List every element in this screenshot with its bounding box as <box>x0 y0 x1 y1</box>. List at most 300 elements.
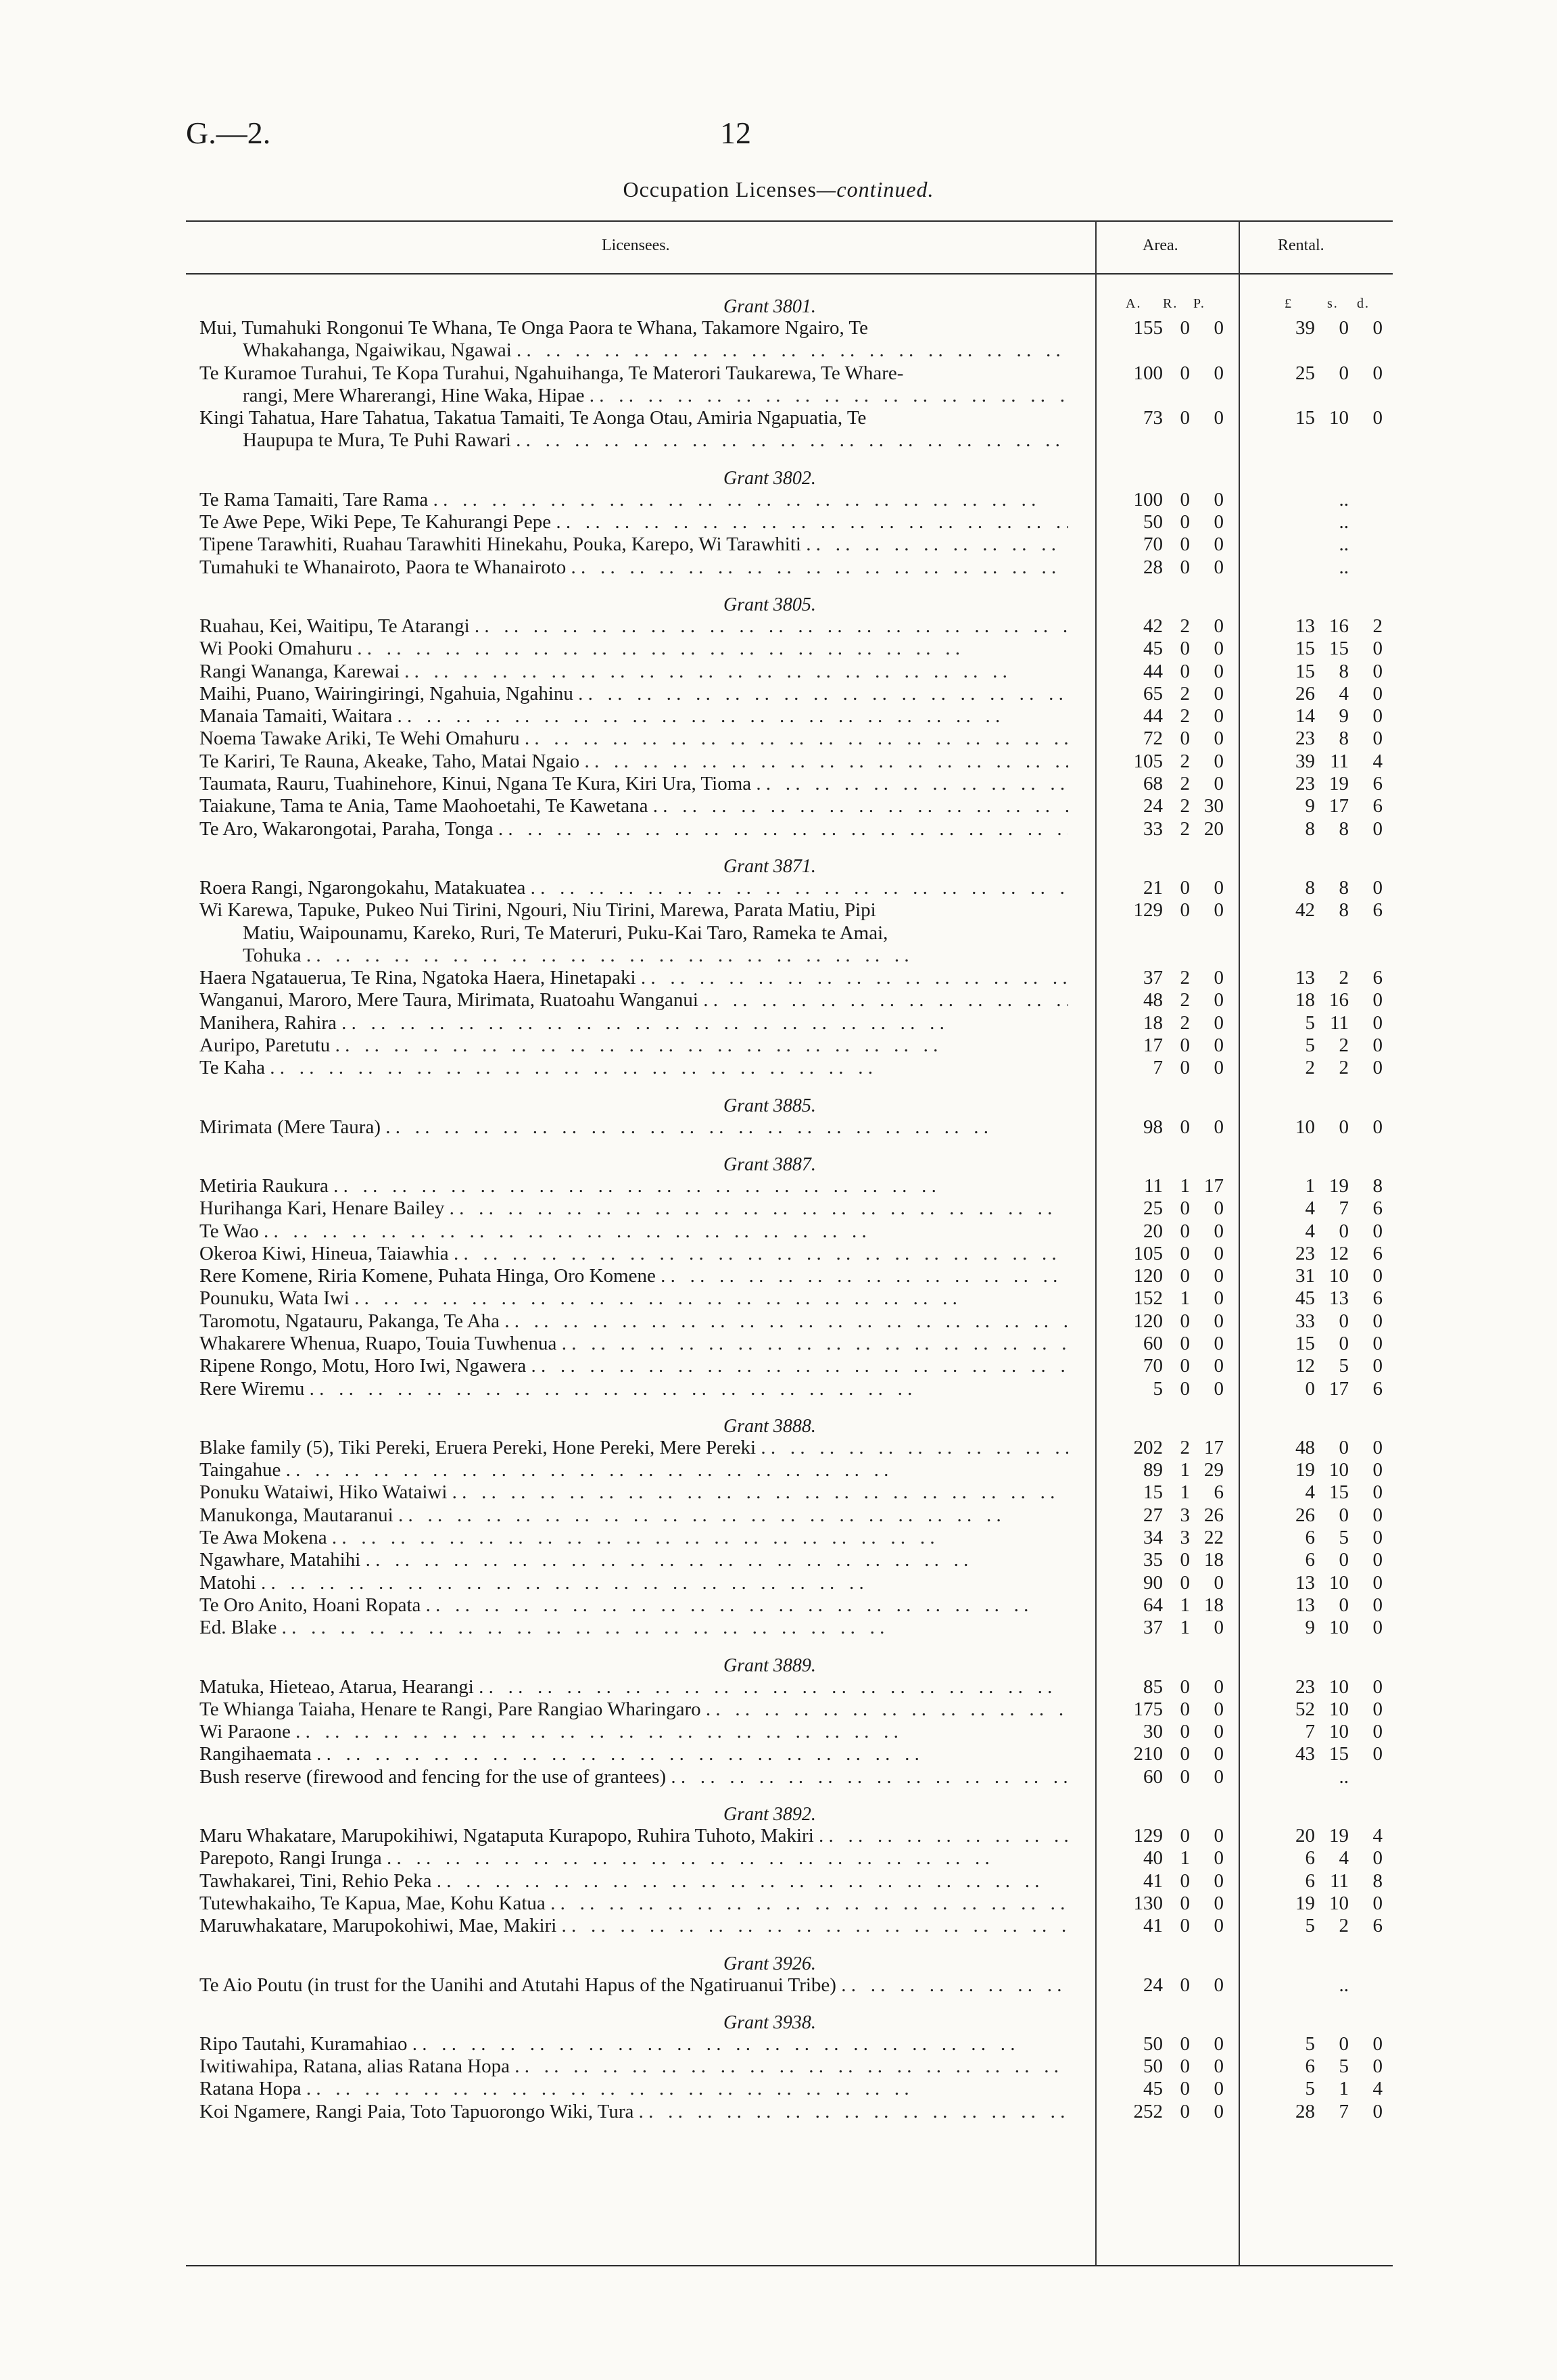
table-row <box>199 1617 1389 1639</box>
area-value: 0 <box>1180 1197 1190 1220</box>
licensee-line: Koi Ngamere, Rangi Paia, Toto Tapuorongo Wiki, Tura . . <box>199 2101 1068 2123</box>
rental-value: 23 <box>1295 1675 1315 1698</box>
area-value: 0 <box>1214 989 1224 1012</box>
document-reference: G.—2. <box>186 116 271 150</box>
area-value: 45 <box>1143 638 1163 660</box>
area-value: 0 <box>1180 1698 1190 1720</box>
rental-value: 8 <box>1372 1870 1383 1892</box>
rental-value: 0 <box>1372 1698 1383 1720</box>
table-row <box>199 2055 1389 2078</box>
licensee-cell <box>199 1265 1068 1287</box>
rental-value: 0 <box>1372 660 1383 682</box>
rental-value: 13 <box>1329 1287 1349 1310</box>
rental-value: 0 <box>1372 1847 1383 1870</box>
grant-title: Grant 3887. <box>723 1153 816 1175</box>
table-row <box>199 1594 1389 1617</box>
table-row <box>199 877 1389 899</box>
licensee-cell <box>199 489 1068 511</box>
rental-value: 0 <box>1372 1743 1383 1765</box>
area-value: 0 <box>1180 362 1190 384</box>
area-value: 0 <box>1180 1057 1190 1079</box>
area-value: 2 <box>1180 795 1190 817</box>
rental-value: 4 <box>1339 682 1349 705</box>
area-value: 30 <box>1143 1721 1163 1743</box>
area-value: 98 <box>1143 1116 1163 1138</box>
rental-value: 43 <box>1295 1743 1315 1765</box>
licensee-line: Iwitiwahipa, Ratana, alias Ratana Hopa . . <box>199 2055 1068 2078</box>
table-row <box>199 795 1389 817</box>
licensee-cell <box>199 818 1068 840</box>
rental-value: 0 <box>1372 1332 1383 1354</box>
rental-value: 13 <box>1295 1594 1315 1616</box>
area-value: 17 <box>1143 1034 1163 1057</box>
licensee-line: Ripo Tautahi, Kuramahiao . . <box>199 2033 1068 2055</box>
licensee-cell <box>199 877 1068 899</box>
area-value: 0 <box>1214 1721 1224 1743</box>
licensee-cell <box>199 362 1068 408</box>
rental-value: 0 <box>1372 407 1383 429</box>
licensee-cell <box>199 1034 1068 1057</box>
rental-value: 0 <box>1339 317 1349 339</box>
area-value: 1 <box>1180 1287 1190 1310</box>
licensee-cell <box>199 1870 1068 1893</box>
licensee-line: Te Kuramoe Turahui, Te Kopa Turahui, Ngahuihanga, Te Materori Taukarewa, Te Whare- <box>199 362 904 384</box>
area-value: 15 <box>1143 1481 1163 1504</box>
page-number: 12 <box>720 116 751 150</box>
rental-value: 26 <box>1295 1504 1315 1526</box>
table-row <box>199 1870 1389 1893</box>
group-spacer <box>199 1997 1389 2012</box>
area-value: 0 <box>1214 1287 1224 1310</box>
area-value: 0 <box>1214 1847 1224 1870</box>
rental-value: 0 <box>1339 1220 1349 1242</box>
licensee-line: Te Rama Tamaiti, Tare Rama . . <box>199 489 1068 511</box>
area-value: 30 <box>1204 795 1224 817</box>
licensee-cell <box>199 407 1068 452</box>
area-value: 152 <box>1133 1287 1163 1310</box>
area-value: 0 <box>1180 1034 1190 1057</box>
licensee-line: Mirimata (Mere Taura) . . <box>199 1116 1068 1139</box>
area-value: 100 <box>1133 362 1163 384</box>
area-value: 40 <box>1143 1847 1163 1870</box>
area-value: 37 <box>1143 967 1163 989</box>
table-row <box>199 1766 1389 1788</box>
table-row <box>199 317 1389 362</box>
area-value: 1 <box>1180 1459 1190 1481</box>
rental-value: 6 <box>1372 899 1383 922</box>
licensee-line: Te Awe Pepe, Wiki Pepe, Te Kahurangi Pepe . . <box>199 511 1068 533</box>
table-row <box>199 1287 1389 1310</box>
area-value: 0 <box>1214 1765 1224 1788</box>
table-row <box>199 989 1389 1012</box>
rental-value: 2 <box>1339 1057 1349 1079</box>
licensee-line: Ponuku Wataiwi, Hiko Wataiwi . . <box>199 1481 1068 1504</box>
licensee-cell <box>199 773 1068 795</box>
rental-value: 33 <box>1295 1310 1315 1332</box>
group-spacer <box>199 1938 1389 1953</box>
rental-value: 17 <box>1329 795 1349 817</box>
area-value: 60 <box>1143 1765 1163 1788</box>
rental-value: 48 <box>1295 1436 1315 1458</box>
rental-value: 5 <box>1339 2055 1349 2078</box>
licensee-cell <box>199 795 1068 817</box>
rental-value: 2 <box>1305 1057 1315 1079</box>
rental-value: 6 <box>1305 2055 1315 2078</box>
area-value: 0 <box>1214 407 1224 429</box>
table-row <box>199 1721 1389 1743</box>
area-value: 120 <box>1133 1265 1163 1287</box>
rental-value: 13 <box>1295 615 1315 637</box>
rental-value: 5 <box>1305 1915 1315 1937</box>
area-value: 0 <box>1214 1825 1224 1847</box>
rental-value: 6 <box>1372 1242 1383 1264</box>
rental-value: 23 <box>1295 773 1315 795</box>
area-value: 18 <box>1143 1012 1163 1034</box>
rental-value: 4 <box>1372 2078 1383 2100</box>
licensee-cell <box>199 1893 1068 1915</box>
licensee-line: Matiu, Waipounamu, Kareko, Ruri, Te Materuri, Puku-Kai Taro, Rameka te Amai, <box>243 922 888 944</box>
rental-value: .. <box>1339 1974 1349 1996</box>
rental-value: 10 <box>1329 1892 1349 1914</box>
area-value: 73 <box>1143 407 1163 429</box>
licensee-line: Haera Ngatauerua, Te Rina, Ngatoka Haera, Hinetapaki . . <box>199 967 1068 989</box>
rental-value: 6 <box>1372 1197 1383 1220</box>
rental-value: 13 <box>1295 967 1315 989</box>
licensee-cell <box>199 967 1068 989</box>
rental-value: 0 <box>1372 705 1383 728</box>
rental-value: 12 <box>1295 1355 1315 1377</box>
licensee-line: Maihi, Puano, Wairingiringi, Ngahuia, Ngahinu . . <box>199 683 1068 705</box>
area-value: 0 <box>1214 660 1224 682</box>
area-value: 20 <box>1143 1220 1163 1242</box>
table-row <box>199 1572 1389 1594</box>
rental-value: 13 <box>1295 1571 1315 1594</box>
table-row <box>199 967 1389 989</box>
table-top-rule <box>186 220 1393 222</box>
rental-value: 7 <box>1339 2100 1349 2122</box>
licensee-cell <box>199 1743 1068 1765</box>
table-row <box>199 705 1389 728</box>
table-row <box>199 1116 1389 1139</box>
grant-title: Grant 3885. <box>723 1095 816 1116</box>
rental-value: 0 <box>1339 1504 1349 1526</box>
rental-value: 6 <box>1372 1915 1383 1937</box>
area-value: 2 <box>1180 773 1190 795</box>
rental-value: 16 <box>1329 989 1349 1012</box>
area-value: 0 <box>1180 2055 1190 2078</box>
rental-value: 0 <box>1339 2032 1349 2055</box>
table-row <box>199 1355 1389 1377</box>
rental-value: 2 <box>1339 1034 1349 1057</box>
rental-value: 0 <box>1372 1504 1383 1526</box>
area-value: 100 <box>1133 488 1163 510</box>
area-value: 68 <box>1143 773 1163 795</box>
licensee-line: Roera Rangi, Ngarongokahu, Matakuatea . . <box>199 877 1068 899</box>
area-value: 17 <box>1204 1174 1224 1197</box>
group-spacer <box>199 1640 1389 1655</box>
area-value: 0 <box>1180 1721 1190 1743</box>
rental-value: 14 <box>1295 705 1315 728</box>
table-row <box>199 407 1389 452</box>
area-value: 105 <box>1133 750 1163 772</box>
area-value: 64 <box>1143 1594 1163 1616</box>
rental-value: 10 <box>1329 407 1349 429</box>
licensee-cell <box>199 1766 1068 1788</box>
area-value: 0 <box>1180 660 1190 682</box>
area-value: 0 <box>1214 488 1224 510</box>
area-value: 2 <box>1180 615 1190 637</box>
unit-pence: d. <box>1357 296 1370 311</box>
grant-title: Grant 3926. <box>723 1953 816 1974</box>
rental-value: 10 <box>1329 1675 1349 1698</box>
rental-value: 19 <box>1295 1459 1315 1481</box>
rental-value: 17 <box>1329 1377 1349 1400</box>
area-value: 0 <box>1180 1571 1190 1594</box>
area-value: 0 <box>1214 750 1224 772</box>
title-suffix: —continued. <box>816 177 934 201</box>
area-value: 0 <box>1214 773 1224 795</box>
grant-title: Grant 3889. <box>723 1655 816 1676</box>
rental-value: 39 <box>1295 317 1315 339</box>
rental-value: 19 <box>1329 1825 1349 1847</box>
area-value: 120 <box>1133 1310 1163 1332</box>
licensee-cell <box>199 511 1068 533</box>
licensee-cell <box>199 1355 1068 1377</box>
table-row <box>199 1175 1389 1197</box>
rental-value: 15 <box>1295 660 1315 682</box>
licensee-cell <box>199 1676 1068 1698</box>
table-row <box>199 362 1389 408</box>
area-value: 1 <box>1180 1847 1190 1870</box>
column-header-area: Area. <box>1143 237 1178 254</box>
area-value: 48 <box>1143 989 1163 1012</box>
area-value: 0 <box>1214 1675 1224 1698</box>
area-value: 0 <box>1180 899 1190 922</box>
column-header-rental: Rental. <box>1278 237 1324 254</box>
licensee-line: Parepoto, Rangi Irunga . . <box>199 1847 1068 1870</box>
licensee-line: Haupupa te Mura, Te Puhi Rawari . . <box>199 429 1068 452</box>
area-value: 129 <box>1133 899 1163 922</box>
licensee-line: Whakahanga, Ngaiwikau, Ngawai . . <box>199 339 1068 362</box>
rental-value: 10 <box>1329 1265 1349 1287</box>
area-value: 0 <box>1214 1698 1224 1720</box>
area-value: 0 <box>1180 1242 1190 1264</box>
rental-value: 15 <box>1329 638 1349 660</box>
area-value: 26 <box>1204 1504 1224 1526</box>
rental-value: 8 <box>1339 817 1349 840</box>
licensee-line: Okeroa Kiwi, Hineua, Taiawhia . . <box>199 1243 1068 1265</box>
licensee-cell <box>199 1459 1068 1481</box>
licensee-cell <box>199 705 1068 728</box>
table-row <box>199 511 1389 533</box>
licensee-cell <box>199 1437 1068 1459</box>
area-value: 28 <box>1143 556 1163 578</box>
rental-value: 52 <box>1295 1698 1315 1720</box>
table-row <box>199 1220 1389 1243</box>
rental-value: 6 <box>1305 1870 1315 1892</box>
table-row <box>199 1057 1389 1079</box>
rental-value: 8 <box>1339 728 1349 750</box>
rental-value: 11 <box>1330 1870 1349 1892</box>
rental-value: 0 <box>1372 1892 1383 1914</box>
licensee-line: rangi, Mere Wharerangi, Hine Waka, Hipae . . <box>199 385 1068 407</box>
licensee-line: Te Kariri, Te Rauna, Akeake, Taho, Matai Ngaio . . <box>199 751 1068 773</box>
licensee-cell <box>199 728 1068 750</box>
area-value: 0 <box>1214 1332 1224 1354</box>
area-value: 17 <box>1204 1436 1224 1458</box>
licensee-line: Matohi . . <box>199 1572 1068 1594</box>
rental-value: 0 <box>1372 1675 1383 1698</box>
rental-value: 8 <box>1305 876 1315 899</box>
area-value: 175 <box>1133 1698 1163 1720</box>
licensee-cell <box>199 1481 1068 1504</box>
area-value: 105 <box>1133 1242 1163 1264</box>
rental-value: 11 <box>1330 750 1349 772</box>
licensee-cell <box>199 1012 1068 1034</box>
licensee-cell <box>199 2078 1068 2100</box>
licensee-line: Wi Karewa, Tapuke, Pukeo Nui Tirini, Ngouri, Niu Tirini, Marewa, Parata Matiu, Pipi <box>199 899 876 922</box>
licensee-line: Maru Whakatare, Marupokihiwi, Ngataputa Kurapopo, Ruhira Tuhoto, Makiri . . <box>199 1825 1068 1847</box>
licence-table-body <box>199 296 1389 2123</box>
rental-value: 0 <box>1372 682 1383 705</box>
area-value: 0 <box>1214 1743 1224 1765</box>
licensee-cell <box>199 2055 1068 2078</box>
rental-value: 10 <box>1295 1116 1315 1138</box>
table-row <box>199 1459 1389 1481</box>
area-value: 0 <box>1214 899 1224 922</box>
rental-value: 18 <box>1295 989 1315 1012</box>
area-value: 0 <box>1214 1220 1224 1242</box>
area-value: 0 <box>1214 511 1224 533</box>
group-spacer <box>199 1400 1389 1416</box>
rental-value: 0 <box>1372 989 1383 1012</box>
rental-value: 20 <box>1295 1825 1315 1847</box>
area-value: 3 <box>1180 1504 1190 1526</box>
rental-value: 23 <box>1295 728 1315 750</box>
licensee-line: Te Whianga Taiaha, Henare te Rangi, Pare Rangiao Wharingaro . . <box>199 1698 1068 1721</box>
rental-value: .. <box>1339 556 1349 578</box>
rental-value: 0 <box>1372 1527 1383 1549</box>
area-value: 2 <box>1180 1436 1190 1458</box>
licensee-cell <box>199 1825 1068 1847</box>
rental-value: 8 <box>1372 1174 1383 1197</box>
area-value: 0 <box>1214 1057 1224 1079</box>
table-row <box>199 1825 1389 1847</box>
area-value: 252 <box>1133 2100 1163 2122</box>
table-row <box>199 899 1389 967</box>
area-value: 0 <box>1180 1332 1190 1354</box>
licensee-line: Metiria Raukura . . <box>199 1175 1068 1197</box>
rental-value: 0 <box>1339 1310 1349 1332</box>
unit-shillings: s. <box>1327 296 1339 311</box>
rental-value: 8 <box>1339 660 1349 682</box>
rental-value: 9 <box>1305 1617 1315 1639</box>
licensee-line: Taiakune, Tama te Ania, Tame Maohoetahi, Te Kawetana . . <box>199 795 1068 817</box>
licensee-line: Maruwhakatare, Marupokohiwi, Mae, Makiri . . <box>199 1915 1068 1937</box>
grant-title: Grant 3888. <box>723 1415 816 1437</box>
rental-value: 0 <box>1372 1310 1383 1332</box>
licensee-cell <box>199 1721 1068 1743</box>
licensee-cell <box>199 989 1068 1012</box>
licensee-cell <box>199 556 1068 579</box>
rental-value: 19 <box>1329 1174 1349 1197</box>
licensee-line: Taumata, Rauru, Tuahinehore, Kinui, Ngana Te Kura, Kiri Ura, Tioma . . <box>199 773 1068 795</box>
area-value: 70 <box>1143 1355 1163 1377</box>
area-value: 0 <box>1214 1242 1224 1264</box>
rental-value: 4 <box>1305 1481 1315 1504</box>
rental-value: 4 <box>1372 1825 1383 1847</box>
table-row <box>199 1847 1389 1870</box>
licensee-line: Blake family (5), Tiki Pereki, Eruera Pereki, Hone Pereki, Mere Pereki . . <box>199 1437 1068 1459</box>
rental-value: 15 <box>1329 1743 1349 1765</box>
area-value: 0 <box>1180 1675 1190 1698</box>
area-value: 42 <box>1143 615 1163 637</box>
rental-value: 6 <box>1372 967 1383 989</box>
licensee-line: Auripo, Paretutu . . <box>199 1034 1068 1057</box>
rental-value: 0 <box>1372 876 1383 899</box>
group-spacer <box>199 840 1389 856</box>
area-value: 0 <box>1214 533 1224 556</box>
licensee-line: Ngawhare, Matahihi . . <box>199 1549 1068 1571</box>
table-row <box>199 489 1389 511</box>
area-value: 35 <box>1143 1549 1163 1571</box>
area-value: 0 <box>1180 488 1190 510</box>
licensee-cell <box>199 1333 1068 1355</box>
group-spacer <box>199 1788 1389 1804</box>
licensee-cell <box>199 533 1068 556</box>
area-value: 0 <box>1214 1034 1224 1057</box>
rental-value: 19 <box>1329 773 1349 795</box>
area-value: 0 <box>1214 1892 1224 1914</box>
area-value: 0 <box>1180 1377 1190 1400</box>
area-value: 60 <box>1143 1332 1163 1354</box>
table-row <box>199 1265 1389 1287</box>
area-value: 0 <box>1214 1377 1224 1400</box>
licensee-cell <box>199 1243 1068 1265</box>
area-value: 0 <box>1214 1355 1224 1377</box>
rental-value: 15 <box>1295 1332 1315 1354</box>
rental-value: 15 <box>1295 638 1315 660</box>
licensee-line: Te Kaha . . <box>199 1057 1068 1079</box>
licensee-cell <box>199 1974 1068 1997</box>
area-value: 2 <box>1180 682 1190 705</box>
licensee-line: Manaia Tamaiti, Waitara . . <box>199 705 1068 728</box>
rental-value: 0 <box>1372 362 1383 384</box>
area-value: 85 <box>1143 1675 1163 1698</box>
title-text: Occupation Licenses <box>623 177 817 201</box>
unit-perches: P. <box>1193 296 1205 311</box>
area-value: 11 <box>1144 1174 1163 1197</box>
area-value: 34 <box>1143 1527 1163 1549</box>
rental-value: 2 <box>1339 967 1349 989</box>
area-value: 50 <box>1143 2055 1163 2078</box>
area-value: 0 <box>1180 2100 1190 2122</box>
area-value: 27 <box>1143 1504 1163 1526</box>
rental-value: 0 <box>1372 1594 1383 1616</box>
area-value: 44 <box>1143 705 1163 728</box>
rental-value: 26 <box>1295 682 1315 705</box>
area-value: 0 <box>1180 1892 1190 1914</box>
rental-value: 0 <box>1372 2032 1383 2055</box>
area-value: 29 <box>1204 1459 1224 1481</box>
licensee-line: Te Wao . . <box>199 1220 1068 1243</box>
table-bottom-rule <box>186 2265 1393 2266</box>
licensee-line: Tohuka . . <box>199 945 1068 967</box>
licensee-line: Rangi Wananga, Karewai . . <box>199 661 1068 683</box>
rental-value: 6 <box>1372 773 1383 795</box>
licensee-line: Te Oro Anito, Hoani Ropata . . <box>199 1594 1068 1617</box>
area-value: 0 <box>1214 1617 1224 1639</box>
